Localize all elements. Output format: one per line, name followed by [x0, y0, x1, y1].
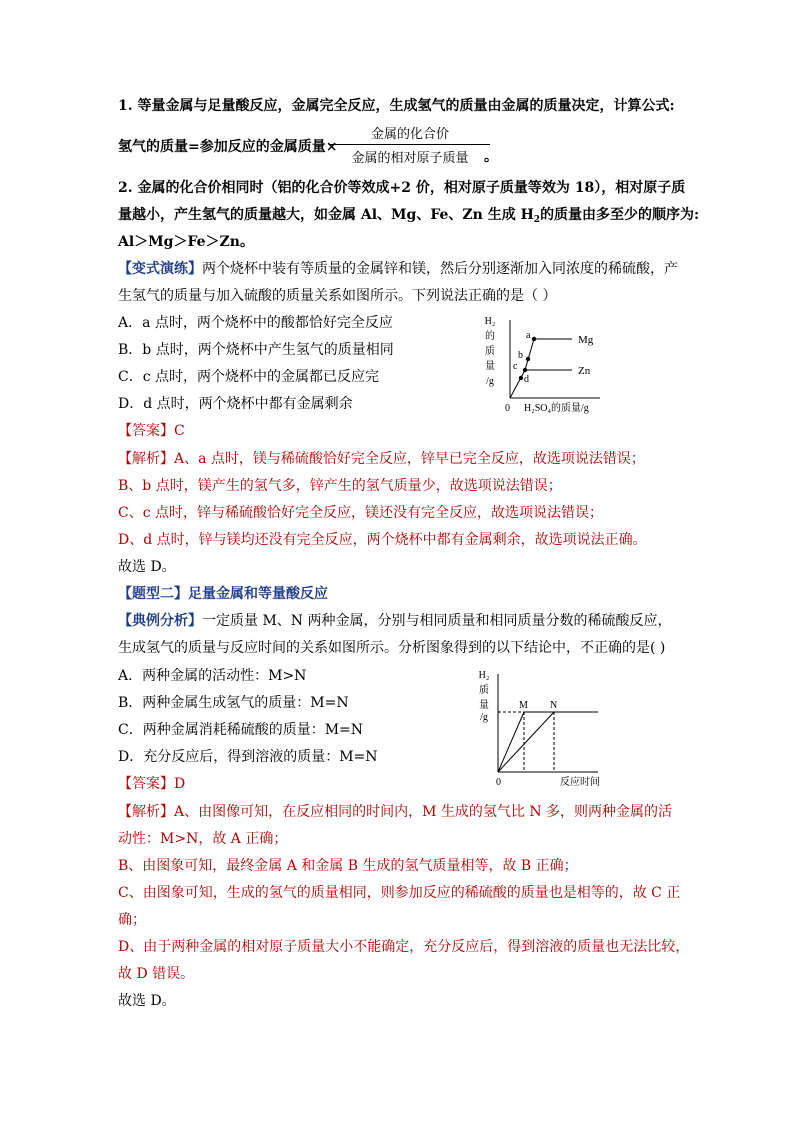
graph1-ylabel-1: 的	[485, 331, 495, 342]
type2-analysis-c: C、由图象可知，生成的氢气的质量相同，则参加反应的稀硫酸的质量也是相等的，故 C 正	[118, 885, 681, 901]
graph2-ylabel-0: H₂	[478, 670, 490, 681]
graph1-ylabel-2: 质	[485, 346, 495, 357]
graph2-ylabel-1: 质	[479, 685, 489, 696]
type2-analysis-a: A、由图像可知，在反应相同的时间内，M 生成的氢气比 N 多，则两种金属的活	[174, 804, 673, 820]
rule1-line2: 氢气的质量=参加反应的金属质量×	[118, 139, 338, 155]
graph1-mg-line	[510, 339, 572, 398]
rule2-line2	[118, 205, 699, 225]
type2-option-c: C．两种金属消耗稀硫酸的质量：M=N	[118, 722, 364, 738]
graph2-n-line	[498, 712, 554, 772]
rule2-line1: 2. 金属的化合价相同时（铝的化合价等效成+2 价，相对原子质量等效为 18），相对原子质	[118, 180, 686, 196]
type2-analysis-1	[118, 802, 672, 822]
type2-title: 【题型二】足量金属和等量酸反应	[118, 586, 328, 602]
graph1	[478, 312, 618, 420]
type2-stem1: 一定质量 M、N 两种金属，分别与相同质量和相同质量分数的稀硫酸反应，	[202, 613, 672, 629]
type2-analysis-d: D、由于两种金属的相对原子质量大小不能确定，充分反应后，得到溶液的质量也无法比较，	[118, 939, 690, 955]
rule2-line2-b: 的质量由多至少的顺序为:	[540, 207, 700, 223]
graph1-label-c: c	[513, 361, 518, 372]
q1-option-d: D．d 点时，两个烧杯中都有金属剩余	[118, 396, 353, 412]
type2-option-b: B．两种金属生成氢气的质量：M=N	[118, 695, 349, 711]
type2-stem-line2: 生成氢气的质量与反应时间的关系如图所示。分析图象得到的以下结论中，不正确的是( )	[118, 640, 666, 656]
type2-answer: 【答案】D	[118, 776, 186, 792]
q1-stem1: 两个烧杯中装有等质量的金属锌和镁，然后分别逐渐加入同浓度的稀硫酸，产	[202, 261, 678, 277]
graph1-x-label: H₂SO₄的质量/g	[524, 403, 589, 414]
type2-option-a: A．两种金属的活动性：M>N	[118, 668, 307, 684]
graph2	[472, 666, 612, 790]
graph2-ylabel-3: /g	[480, 712, 488, 723]
graph2-ylabel-2: 量	[479, 700, 489, 711]
graph2-y-label	[479, 670, 490, 723]
graph2-x-label: 反应时间	[560, 777, 600, 788]
q1-choose: 故选 D。	[118, 559, 176, 575]
q1-stem-line1	[118, 259, 678, 279]
graph1-point-d	[519, 376, 523, 380]
q1-analysis-c: C、c 点时，锌与稀硫酸恰好完全反应，镁还没有完全反应，故选项说法错误；	[118, 505, 604, 521]
graph1-point-b	[526, 357, 530, 361]
q1-analysis-tag: 【解析】	[118, 451, 174, 467]
h2-subscript: 2	[533, 215, 541, 225]
rule2-line2-a: 量越小，产生氢气的质量越大，如金属 Al、Mg、Fe、Zn 生成 H	[118, 207, 534, 223]
q1-option-b: B．b 点时，两个烧杯中产生氢气的质量相同	[118, 342, 394, 358]
fraction-numerator: 金属的化合价	[330, 123, 490, 145]
graph1-ylabel-4: /g	[486, 376, 494, 387]
type2-analysis-b: B、由图象可知，最终金属 A 和金属 B 生成的氢气质量相等，故 B 正确；	[118, 858, 578, 874]
type2-analysis-c2: 确；	[118, 912, 146, 928]
q1-tag: 【变式演练】	[118, 261, 202, 277]
type2-stem-line1	[118, 611, 671, 631]
q1-analysis-b: B、b 点时，镁产生的氢气多，锌产生的氢气质量少，故选项说法错误；	[118, 478, 562, 494]
graph1-label-a: a	[526, 330, 531, 341]
graph1-ylabel-3: 量	[485, 361, 495, 372]
graph2-m-line	[498, 712, 524, 772]
type2-tag: 【典例分析】	[118, 613, 202, 629]
graph1-label-mg: Mg	[578, 334, 594, 346]
type2-choose: 故选 D。	[118, 993, 176, 1009]
type2-option-d: D．充分反应后，得到溶液的质量：M=N	[118, 749, 378, 765]
type2-analysis-tag: 【解析】	[118, 804, 174, 820]
graph1-point-c	[523, 368, 527, 372]
graph1-origin: 0	[505, 403, 510, 414]
graph2-label-m: M	[519, 700, 528, 711]
graph1-label-b: b	[518, 350, 523, 361]
q1-analysis-a: A、a 点时，镁与稀硫酸恰好完全反应，锌早已完全反应，故选项说法错误；	[174, 451, 645, 467]
graph1-y-label	[485, 316, 496, 387]
type2-analysis-d2: 故 D 错误。	[118, 966, 195, 982]
fraction-denominator: 金属的相对原子质量	[351, 151, 469, 166]
graph1-ylabel-0: H₂	[484, 316, 496, 327]
formula-end: 。	[484, 149, 498, 165]
graph1-label-zn: Zn	[578, 365, 591, 377]
graph2-label-n: N	[550, 700, 558, 711]
formula-fraction	[330, 123, 490, 166]
q1-stem-line2: 生氢气的质量与加入硫酸的质量关系如图所示。下列说法正确的是（ ）	[118, 288, 557, 304]
q1-option-a: A．a 点时，两个烧杯中的酸都恰好完全反应	[118, 315, 393, 331]
q1-analysis-1	[118, 449, 645, 469]
q1-option-c: C．c 点时，两个烧杯中的金属都已反应完	[118, 369, 380, 385]
rule2-line3: Al＞Mg＞Fe＞Zn。	[118, 234, 254, 250]
graph1-point-a	[532, 337, 536, 341]
type2-analysis-a2: 动性：M>N，故 A 正确；	[118, 831, 288, 847]
graph2-origin: 0	[496, 777, 501, 788]
graph1-label-d: d	[524, 374, 529, 385]
q1-analysis-d: D、d 点时，锌与镁均还没有完全反应，两个烧杯中都有金属剩余，故选项说法正确。	[118, 532, 647, 548]
rule1-line1: 1. 等量金属与足量酸反应，金属完全反应，生成氢气的质量由金属的质量决定，计算公式:	[118, 98, 675, 114]
q1-answer: 【答案】C	[118, 423, 185, 439]
